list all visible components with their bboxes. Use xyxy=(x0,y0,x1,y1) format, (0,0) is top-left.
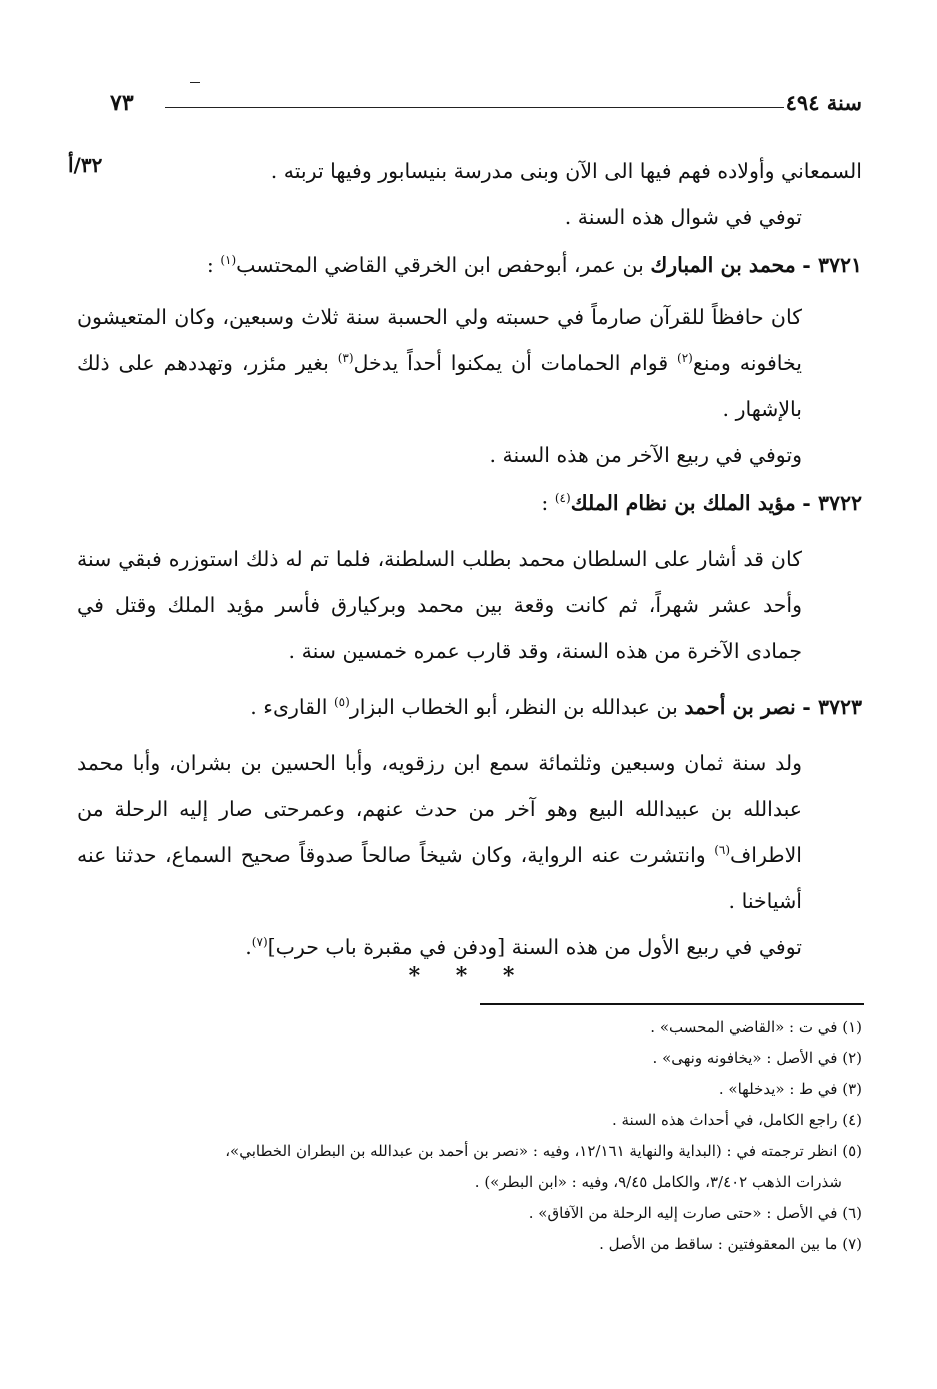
footnote-marker: (٢) xyxy=(677,351,693,366)
paragraph-continuation: السمعاني وأولاده فهم فيها الى الآن وبنى مدرسة بنيسابور وفيها تربته . xyxy=(270,159,862,183)
entry-lineage: بن عمر، أبوحفص ابن الخرقي القاضي المحتسب xyxy=(236,253,644,277)
paragraph-3723 xyxy=(77,740,862,924)
text-segment: بغير مئزر، وتهددهم على ذلك بالإشهار . xyxy=(77,351,802,421)
footnote-marker: (١) xyxy=(220,253,237,268)
entry-heading-3722 xyxy=(77,480,862,526)
text-segment: . xyxy=(245,935,252,959)
footnote-marker: (٥) xyxy=(333,695,350,710)
header-rule xyxy=(165,107,784,108)
footnote-1: (١) في ت : «القاضي المحسب» . xyxy=(650,1018,862,1036)
text-segment: كان حافظاً للقرآن صارماً في حسبته ولي الحسبة سنة ثلاث وسبعين، وكان المتعيشون يخافونه ومنع xyxy=(77,305,802,375)
footnote-3: (٣) في ط : «يدخلها» . xyxy=(718,1080,862,1098)
footnote-marker: (٦) xyxy=(714,843,731,858)
footnote-5-continuation: شذرات الذهب ٣/٤٠٢، والكامل ٩/٤٥، وفيه : «ابن البطر») . xyxy=(474,1173,842,1191)
entry-number: ٣٧٢٣ - xyxy=(802,695,862,719)
section-separator: * * * xyxy=(408,963,529,989)
main-text xyxy=(77,148,862,970)
entry-heading-3721 xyxy=(77,242,862,288)
footnote-7: (٧) ما بين المعقوفتين : ساقط من الأصل . xyxy=(599,1235,862,1253)
entry-colon: : xyxy=(541,491,549,515)
page-number: ٧٣ xyxy=(110,90,134,116)
footnote-6: (٦) في الأصل : «حتى صارت إليه الرحلة من الآفاق» . xyxy=(528,1204,862,1222)
entry-heading-3723 xyxy=(77,684,862,730)
death-note-2: وتوفي في ربيع الآخر من هذه السنة . xyxy=(489,443,802,467)
entry-lineage: بن عبدالله بن النظر، أبو الخطاب البزار xyxy=(349,695,678,719)
footnote-rule xyxy=(480,1003,864,1005)
footnote-marker: (٧) xyxy=(251,935,268,950)
entry-number: ٣٧٢١ - xyxy=(802,253,862,277)
text-segment: وانتشرت عنه الرواية، وكان شيخاً صالحاً صدوقاً صحيح السماع، حدثنا عنه أشياخنا . xyxy=(77,843,802,913)
death-note-1: توفي في شوال هذه السنة . xyxy=(564,205,802,229)
running-head-year: سنة ٤٩٤ xyxy=(785,90,862,115)
manuscript-folio-ref: ٣٢/أ xyxy=(68,153,103,177)
entry-name: نصر بن أحمد xyxy=(684,695,796,719)
footnote-2: (٢) في الأصل : «يخافونه ونهى» . xyxy=(652,1049,862,1067)
entry-colon: : xyxy=(206,253,214,277)
paragraph-3721 xyxy=(77,294,862,432)
page-header xyxy=(110,90,862,124)
text-segment: قوام الحمامات أن يمكنوا أحداً يدخل xyxy=(353,351,669,375)
entry-name: محمد بن المبارك xyxy=(650,253,796,277)
entry-name: مؤيد الملك بن نظام الملك xyxy=(570,491,796,515)
footnote-marker: (٤) xyxy=(554,491,571,506)
paragraph-3722: كان قد أشار على السلطان محمد بطلب السلطنة، فلما تم له ذلك استوزره فبقي سنة وأحد عشر شهراً، ثم كانت وقعة بين محمد وبركيارق فأسر مؤيد الملك وقتل في جمادى الآخرة من هذه السنة، وقد قارب عمره خمسين سنة . xyxy=(77,547,802,663)
header-tick-mark xyxy=(190,82,200,83)
footnotes xyxy=(77,1012,862,1260)
text-segment: ولد سنة ثمان وسبعين وثلثمائة سمع ابن رزقويه، وأبا الحسين بن بشران، وأبا محمد عبدالله بن عبيدالله البيع وهو آخر من حدث عنهم، وعمرحتى صار إليه الرحلة من الاطراف xyxy=(77,751,802,867)
footnote-4: (٤) راجع الكامل، في أحداث هذه السنة . xyxy=(611,1111,862,1129)
entry-epithet: القارىء . xyxy=(250,695,328,719)
entry-number: ٣٧٢٢ - xyxy=(802,491,862,515)
text-segment: توفي في ربيع الأول من هذه السنة [ودفن في مقبرة باب حرب] xyxy=(267,935,802,959)
footnote-marker: (٣) xyxy=(337,351,354,366)
footnote-5: (٥) انظر ترجمته في : (البداية والنهاية ١٢/١٦١، وفيه : «نصر بن أحمد بن عبدالله بن البطران الخطابي»، xyxy=(225,1142,862,1160)
